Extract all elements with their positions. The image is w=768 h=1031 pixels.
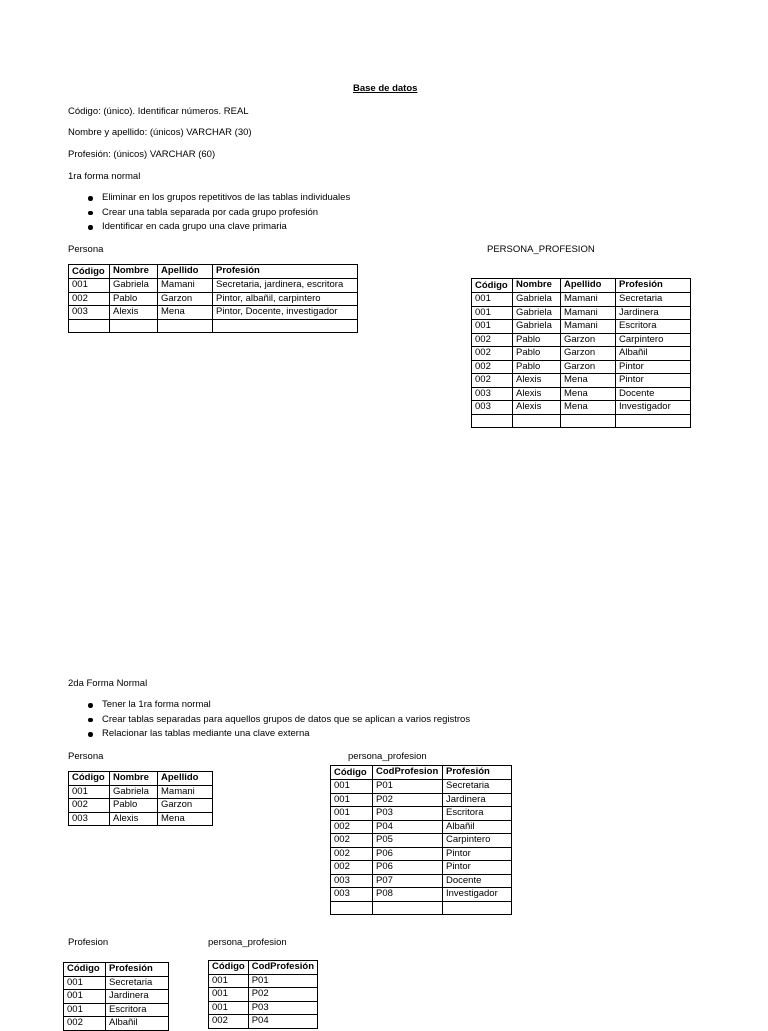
table-cell: 003 [472,401,513,415]
column-header: Nombre [513,279,561,293]
table-cell: Mena [158,306,213,320]
table-cell [373,901,443,915]
nf1-persona-label: Persona [68,244,104,255]
table-cell: 001 [209,1001,249,1015]
table-cell: Secretaria, jardinera, escritora [213,279,358,293]
nf1-bullet: Identificar en cada grupo una clave primaria [68,220,350,235]
table-cell: 001 [331,793,373,807]
table-cell: Pintor [443,847,512,861]
table-cell: 003 [331,874,373,888]
table-cell: Mamani [158,279,213,293]
table-header-row [64,963,169,977]
table-cell [69,319,110,333]
field-codigo: Código: (único). Identificar números. REAL [68,106,249,117]
nf2-persona-label: Persona [68,751,104,762]
table-row [209,974,318,988]
table-cell: 002 [331,861,373,875]
table-cell: Pablo [513,347,561,361]
table-cell: 001 [64,990,106,1004]
table-cell: P02 [373,793,443,807]
table-row [69,812,213,826]
table-cell: Pintor [616,360,691,374]
table-row [331,847,512,861]
table-row [331,807,512,821]
table-cell: P04 [248,1015,317,1029]
column-header: Código [472,279,513,293]
table-cell: 003 [69,812,110,826]
table-cell: 003 [472,387,513,401]
table-cell: Albañil [443,820,512,834]
table-row [69,319,358,333]
nf1-bullet-list [68,191,350,235]
table-cell [616,414,691,428]
table-row [69,799,213,813]
column-header: Profesión [213,265,358,279]
nf2-persona-profesion-2-table [208,960,318,1029]
table-cell: Mena [158,812,213,826]
table-cell [561,414,616,428]
table-cell: Alexis [513,387,561,401]
table-row [472,306,691,320]
table-cell: Docente [616,387,691,401]
table-row [331,780,512,794]
table-cell: Mena [561,387,616,401]
table-row [64,976,169,990]
table-header-row [69,772,213,786]
nf2-persona-profesion-table [330,765,512,915]
column-header: Profesión [443,766,512,780]
table-row [472,333,691,347]
table-row [64,990,169,1004]
table-cell: Gabriela [110,785,158,799]
table-cell: Carpintero [443,834,512,848]
table-cell: P03 [373,807,443,821]
table-row [331,874,512,888]
table-cell: 001 [64,976,106,990]
table-cell: Garzon [561,333,616,347]
table-cell: Albañil [616,347,691,361]
table-cell: Jardinera [443,793,512,807]
table-cell: 001 [209,988,249,1002]
table-cell: Jardinera [616,306,691,320]
table-cell: P06 [373,861,443,875]
table-cell [110,319,158,333]
nf2-persona-profesion-label: persona_profesion [348,751,427,762]
table-cell [513,414,561,428]
table-cell: P01 [373,780,443,794]
table-row [209,1001,318,1015]
column-header: Apellido [561,279,616,293]
table-cell [472,414,513,428]
table-cell: 001 [472,306,513,320]
table-cell: Pablo [513,360,561,374]
table-cell: 001 [209,974,249,988]
nf2-bullet: Crear tablas separadas para aquellos grupos de datos que se aplican a varios registros [68,713,470,728]
table-row [331,861,512,875]
table-cell: 002 [69,292,110,306]
document-title: Base de datos [353,83,418,94]
table-cell: Pintor [443,861,512,875]
table-row [472,387,691,401]
table-cell: Secretaria [616,293,691,307]
table-cell: Pablo [110,292,158,306]
table-cell: Pablo [110,799,158,813]
table-cell: 001 [331,780,373,794]
table-cell: Alexis [513,374,561,388]
nf1-persona-profesion-label: PERSONA_PROFESION [487,244,595,255]
table-cell: 001 [64,1003,106,1017]
table-cell: 003 [69,306,110,320]
nf2-heading: 2da Forma Normal [68,678,148,689]
table-cell: Alexis [110,812,158,826]
table-cell: 002 [209,1015,249,1029]
table-cell: Pintor, Docente, investigador [213,306,358,320]
table-row [472,401,691,415]
table-cell: Garzon [561,347,616,361]
table-cell: P08 [373,888,443,902]
column-header: Nombre [110,265,158,279]
table-row [472,293,691,307]
table-header-row [209,961,318,975]
table-row [472,414,691,428]
nf2-profesion-table [63,962,169,1031]
table-cell: Gabriela [513,306,561,320]
table-cell: Mamani [561,306,616,320]
nf1-bullet: Crear una tabla separada por cada grupo profesión [68,206,350,221]
table-row [331,834,512,848]
table-cell [213,319,358,333]
table-cell: Escritora [616,320,691,334]
nf2-persona-profesion-2-label: persona_profesion [208,937,287,948]
table-cell: Pintor [616,374,691,388]
table-row [331,820,512,834]
table-row [472,360,691,374]
nf2-bullet: Relacionar las tablas mediante una clave externa [68,727,470,742]
table-cell: Investigador [443,888,512,902]
table-cell: Mamani [561,320,616,334]
table-row [69,292,358,306]
field-profesion: Profesión: (únicos) VARCHAR (60) [68,149,216,160]
table-cell: Pablo [513,333,561,347]
nf1-persona-table [68,264,358,333]
table-row [331,793,512,807]
table-cell: 001 [69,785,110,799]
column-header: Profesión [616,279,691,293]
table-row [472,347,691,361]
table-cell: Secretaria [443,780,512,794]
table-cell: 002 [69,799,110,813]
table-cell: P03 [248,1001,317,1015]
column-header: Código [209,961,249,975]
column-header: Apellido [158,772,213,786]
table-cell [331,901,373,915]
table-cell: 002 [331,834,373,848]
table-cell: P05 [373,834,443,848]
nf2-bullet: Tener la 1ra forma normal [68,698,470,713]
nf2-persona-table [68,771,213,826]
table-cell: 002 [472,347,513,361]
table-header-row [331,766,512,780]
nf2-bullet-list [68,698,470,742]
nf2-profesion-label: Profesion [68,937,109,948]
column-header: Código [69,265,110,279]
field-nombre-apellido: Nombre y apellido: (únicos) VARCHAR (30) [68,127,252,138]
table-row [69,279,358,293]
table-cell: 001 [331,807,373,821]
table-cell: Mamani [561,293,616,307]
table-cell: 001 [472,293,513,307]
table-cell: 002 [472,360,513,374]
column-header: Código [64,963,106,977]
nf1-heading: 1ra forma normal [68,171,141,182]
table-cell: Escritora [106,1003,169,1017]
table-row [331,901,512,915]
table-row [69,306,358,320]
table-cell: Secretaria [106,976,169,990]
table-row [331,888,512,902]
column-header: Nombre [110,772,158,786]
table-cell: 003 [331,888,373,902]
table-cell: Escritora [443,807,512,821]
table-cell: Alexis [513,401,561,415]
nf1-persona-profesion-table [471,278,691,428]
table-cell: Jardinera [106,990,169,1004]
table-cell: Investigador [616,401,691,415]
table-cell: Mena [561,401,616,415]
table-cell: P01 [248,974,317,988]
table-cell: Alexis [110,306,158,320]
table-cell: 002 [331,820,373,834]
table-cell: P07 [373,874,443,888]
column-header: Código [331,766,373,780]
table-row [472,320,691,334]
table-cell: Albañil [106,1017,169,1031]
table-cell: Gabriela [110,279,158,293]
table-cell: Carpintero [616,333,691,347]
column-header: Apellido [158,265,213,279]
table-cell: 001 [69,279,110,293]
table-cell: 002 [64,1017,106,1031]
table-cell: P02 [248,988,317,1002]
table-row [472,374,691,388]
table-cell [158,319,213,333]
table-cell: 001 [472,320,513,334]
table-row [209,988,318,1002]
table-cell: 002 [472,333,513,347]
column-header: Profesión [106,963,169,977]
table-cell: Garzon [158,292,213,306]
column-header: CodProfesion [373,766,443,780]
table-cell: P04 [373,820,443,834]
table-cell [443,901,512,915]
table-cell: Docente [443,874,512,888]
column-header: CodProfesión [248,961,317,975]
table-cell: Pintor, albañil, carpintero [213,292,358,306]
table-row [209,1015,318,1029]
table-cell: Gabriela [513,293,561,307]
nf1-bullet: Eliminar en los grupos repetitivos de las tablas individuales [68,191,350,206]
table-cell: 002 [331,847,373,861]
table-header-row [69,265,358,279]
table-cell: 002 [472,374,513,388]
table-row [64,1003,169,1017]
table-cell: Mamani [158,785,213,799]
column-header: Código [69,772,110,786]
table-cell: Garzon [561,360,616,374]
table-cell: Garzon [158,799,213,813]
table-cell: P06 [373,847,443,861]
table-row [64,1017,169,1031]
table-row [69,785,213,799]
table-cell: Gabriela [513,320,561,334]
table-header-row [472,279,691,293]
table-cell: Mena [561,374,616,388]
